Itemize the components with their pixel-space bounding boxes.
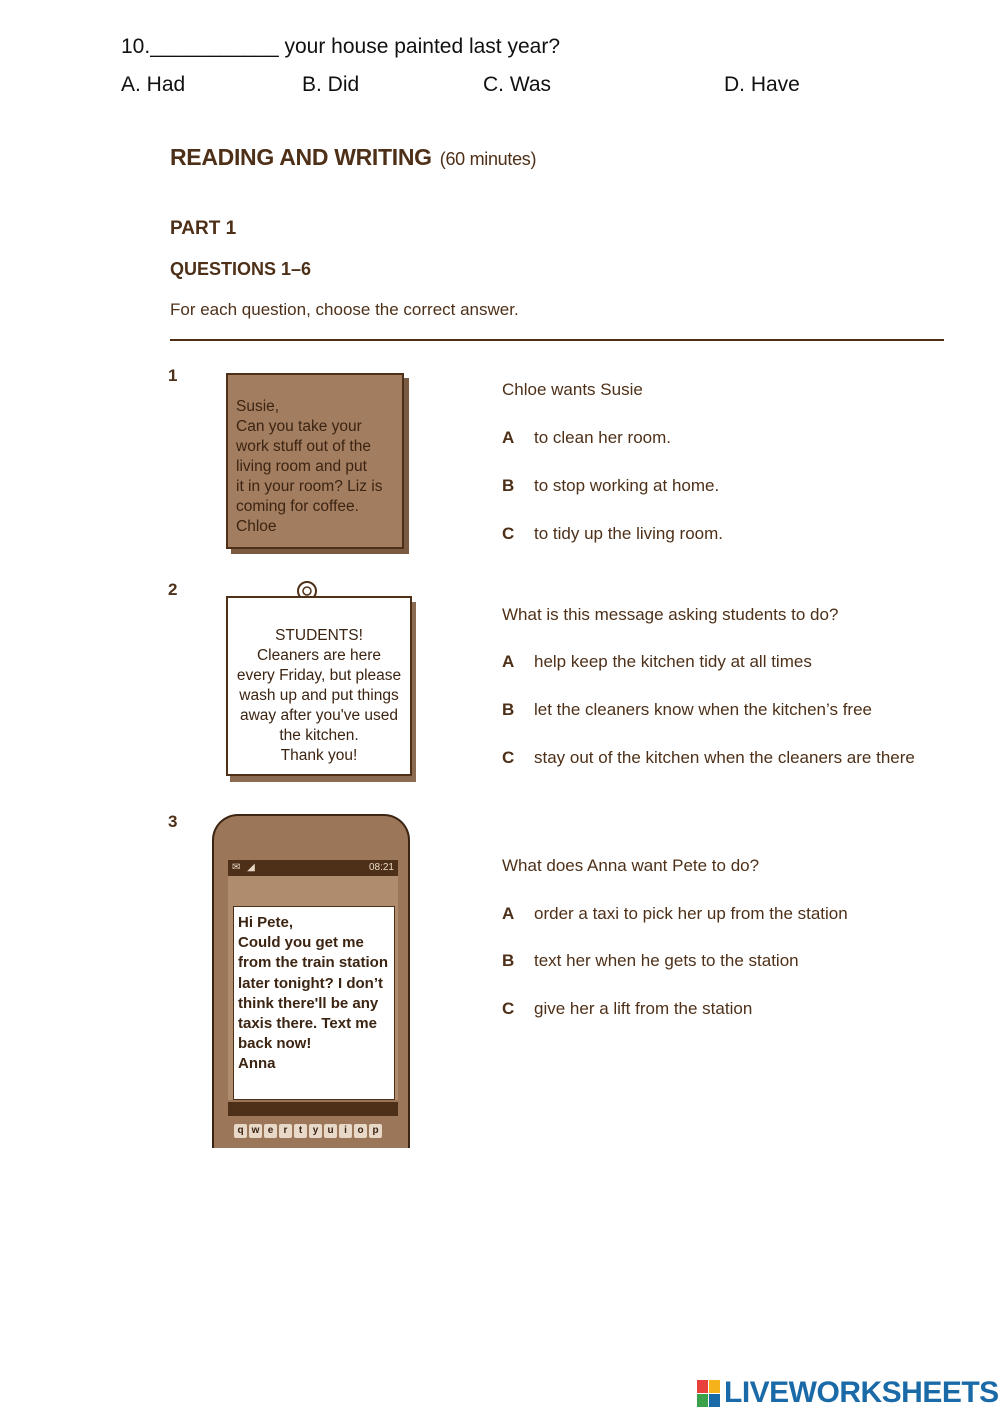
part-heading: PART 1	[170, 218, 237, 239]
keyboard-toolbar	[228, 1102, 398, 1116]
option-letter: A	[502, 428, 515, 447]
status-icons: ✉ ◢	[232, 862, 257, 873]
message-line: Could you get me	[238, 934, 364, 952]
note-line: every Friday, but please	[236, 667, 402, 684]
question-2-option-b[interactable]	[502, 700, 872, 720]
option-text: stay out of the kitchen when the cleaners are there	[534, 748, 915, 767]
sticky-note-1	[226, 373, 404, 549]
question-2-number: 2	[168, 580, 178, 599]
message-line: later tonight? I don’t	[238, 974, 383, 992]
text-message	[233, 906, 395, 1100]
option-text: help keep the kitchen tidy at all times	[534, 652, 812, 671]
note-line: STUDENTS!	[275, 627, 363, 644]
note-line: Chloe	[236, 518, 277, 535]
option-text: give her a lift from the station	[534, 999, 753, 1018]
divider-rule	[170, 339, 944, 341]
liveworksheets-logo[interactable]	[697, 1376, 999, 1410]
keyboard-key: o	[354, 1124, 367, 1138]
question-1-option-c[interactable]	[502, 524, 723, 544]
option-letter: B	[502, 951, 515, 970]
note-line: away after you've used	[239, 707, 399, 724]
keyboard-key: y	[309, 1124, 322, 1138]
keyboard-key: e	[264, 1124, 277, 1138]
note-line: living room and put	[236, 458, 367, 475]
notice-note-2	[226, 596, 412, 776]
note-line: Thank you!	[280, 747, 358, 764]
message-line: taxis there. Text me	[238, 1015, 377, 1033]
note-line: Susie,	[236, 398, 280, 415]
message-line: back now!	[238, 1035, 312, 1053]
question-1-number: 1	[168, 366, 178, 385]
option-letter: B	[502, 476, 515, 495]
option-letter: C	[502, 748, 515, 767]
message-line: think there'll be any	[238, 994, 379, 1012]
liveworksheets-logo-icon	[697, 1379, 721, 1407]
question-10-stem: 10.___________ your house painted last year?	[121, 35, 561, 58]
note-line: coming for coffee.	[236, 498, 359, 515]
option-letter: A	[502, 904, 515, 923]
note-line: Cleaners are here	[256, 647, 382, 664]
question-2-option-c[interactable]	[502, 748, 915, 768]
question-1-prompt: Chloe wants Susie	[502, 380, 643, 399]
keyboard-key: r	[279, 1124, 292, 1138]
message-line: Hi Pete,	[238, 914, 294, 931]
question-10-option-c[interactable]: C. Was	[483, 73, 552, 96]
note-line: wash up and put things	[239, 687, 399, 704]
note-line: it in your room? Liz is	[236, 478, 383, 495]
question-3-option-c[interactable]	[502, 999, 752, 1019]
question-2-prompt: What is this message asking students to do?	[502, 605, 839, 624]
keyboard-key: u	[324, 1124, 337, 1138]
question-3-option-a[interactable]	[502, 904, 848, 924]
note-line: the kitchen.	[279, 727, 359, 744]
message-line: Anna	[238, 1055, 276, 1073]
question-10-option-d[interactable]: D. Have	[724, 73, 800, 96]
question-range-heading: QUESTIONS 1–6	[170, 259, 312, 279]
question-1-option-b[interactable]	[502, 476, 719, 496]
note-line: work stuff out of the	[236, 438, 371, 455]
instruction-text: For each question, choose the correct answer.	[170, 300, 519, 319]
option-letter: C	[502, 524, 515, 543]
question-3-option-b[interactable]	[502, 951, 799, 971]
question-1-option-a[interactable]	[502, 428, 671, 448]
keyboard-key: q	[234, 1124, 247, 1138]
question-3-number: 3	[168, 812, 178, 831]
section-duration: (60 minutes)	[439, 149, 537, 169]
option-letter: C	[502, 999, 515, 1018]
phone-status-bar	[228, 860, 398, 876]
keyboard-key: t	[294, 1124, 307, 1138]
option-text: text her when he gets to the station	[534, 951, 799, 970]
question-10-option-a[interactable]: A. Had	[121, 73, 186, 96]
keyboard-key: p	[369, 1124, 382, 1138]
question-3-prompt: What does Anna want Pete to do?	[502, 856, 760, 875]
keyboard-key: i	[339, 1124, 352, 1138]
option-text: let the cleaners know when the kitchen’s free	[534, 700, 872, 719]
logo-text: LIVEWORKSHEETS	[724, 1376, 999, 1409]
message-line: from the train station	[238, 954, 389, 972]
keyboard-key: w	[249, 1124, 262, 1138]
option-text: to tidy up the living room.	[534, 524, 723, 543]
option-letter: A	[502, 652, 515, 671]
option-text: to stop working at home.	[534, 476, 720, 495]
phone-keyboard	[234, 1120, 394, 1148]
question-10-option-b[interactable]: B. Did	[302, 73, 360, 96]
note-line: Can you take your	[236, 418, 362, 435]
section-title-text: READING AND WRITING	[170, 144, 432, 170]
option-letter: B	[502, 700, 515, 719]
question-2-option-a[interactable]	[502, 652, 812, 672]
phone-time: 08:21	[368, 862, 394, 873]
option-text: order a taxi to pick her up from the station	[534, 904, 848, 923]
option-text: to clean her room.	[534, 428, 672, 447]
section-title	[170, 144, 536, 171]
